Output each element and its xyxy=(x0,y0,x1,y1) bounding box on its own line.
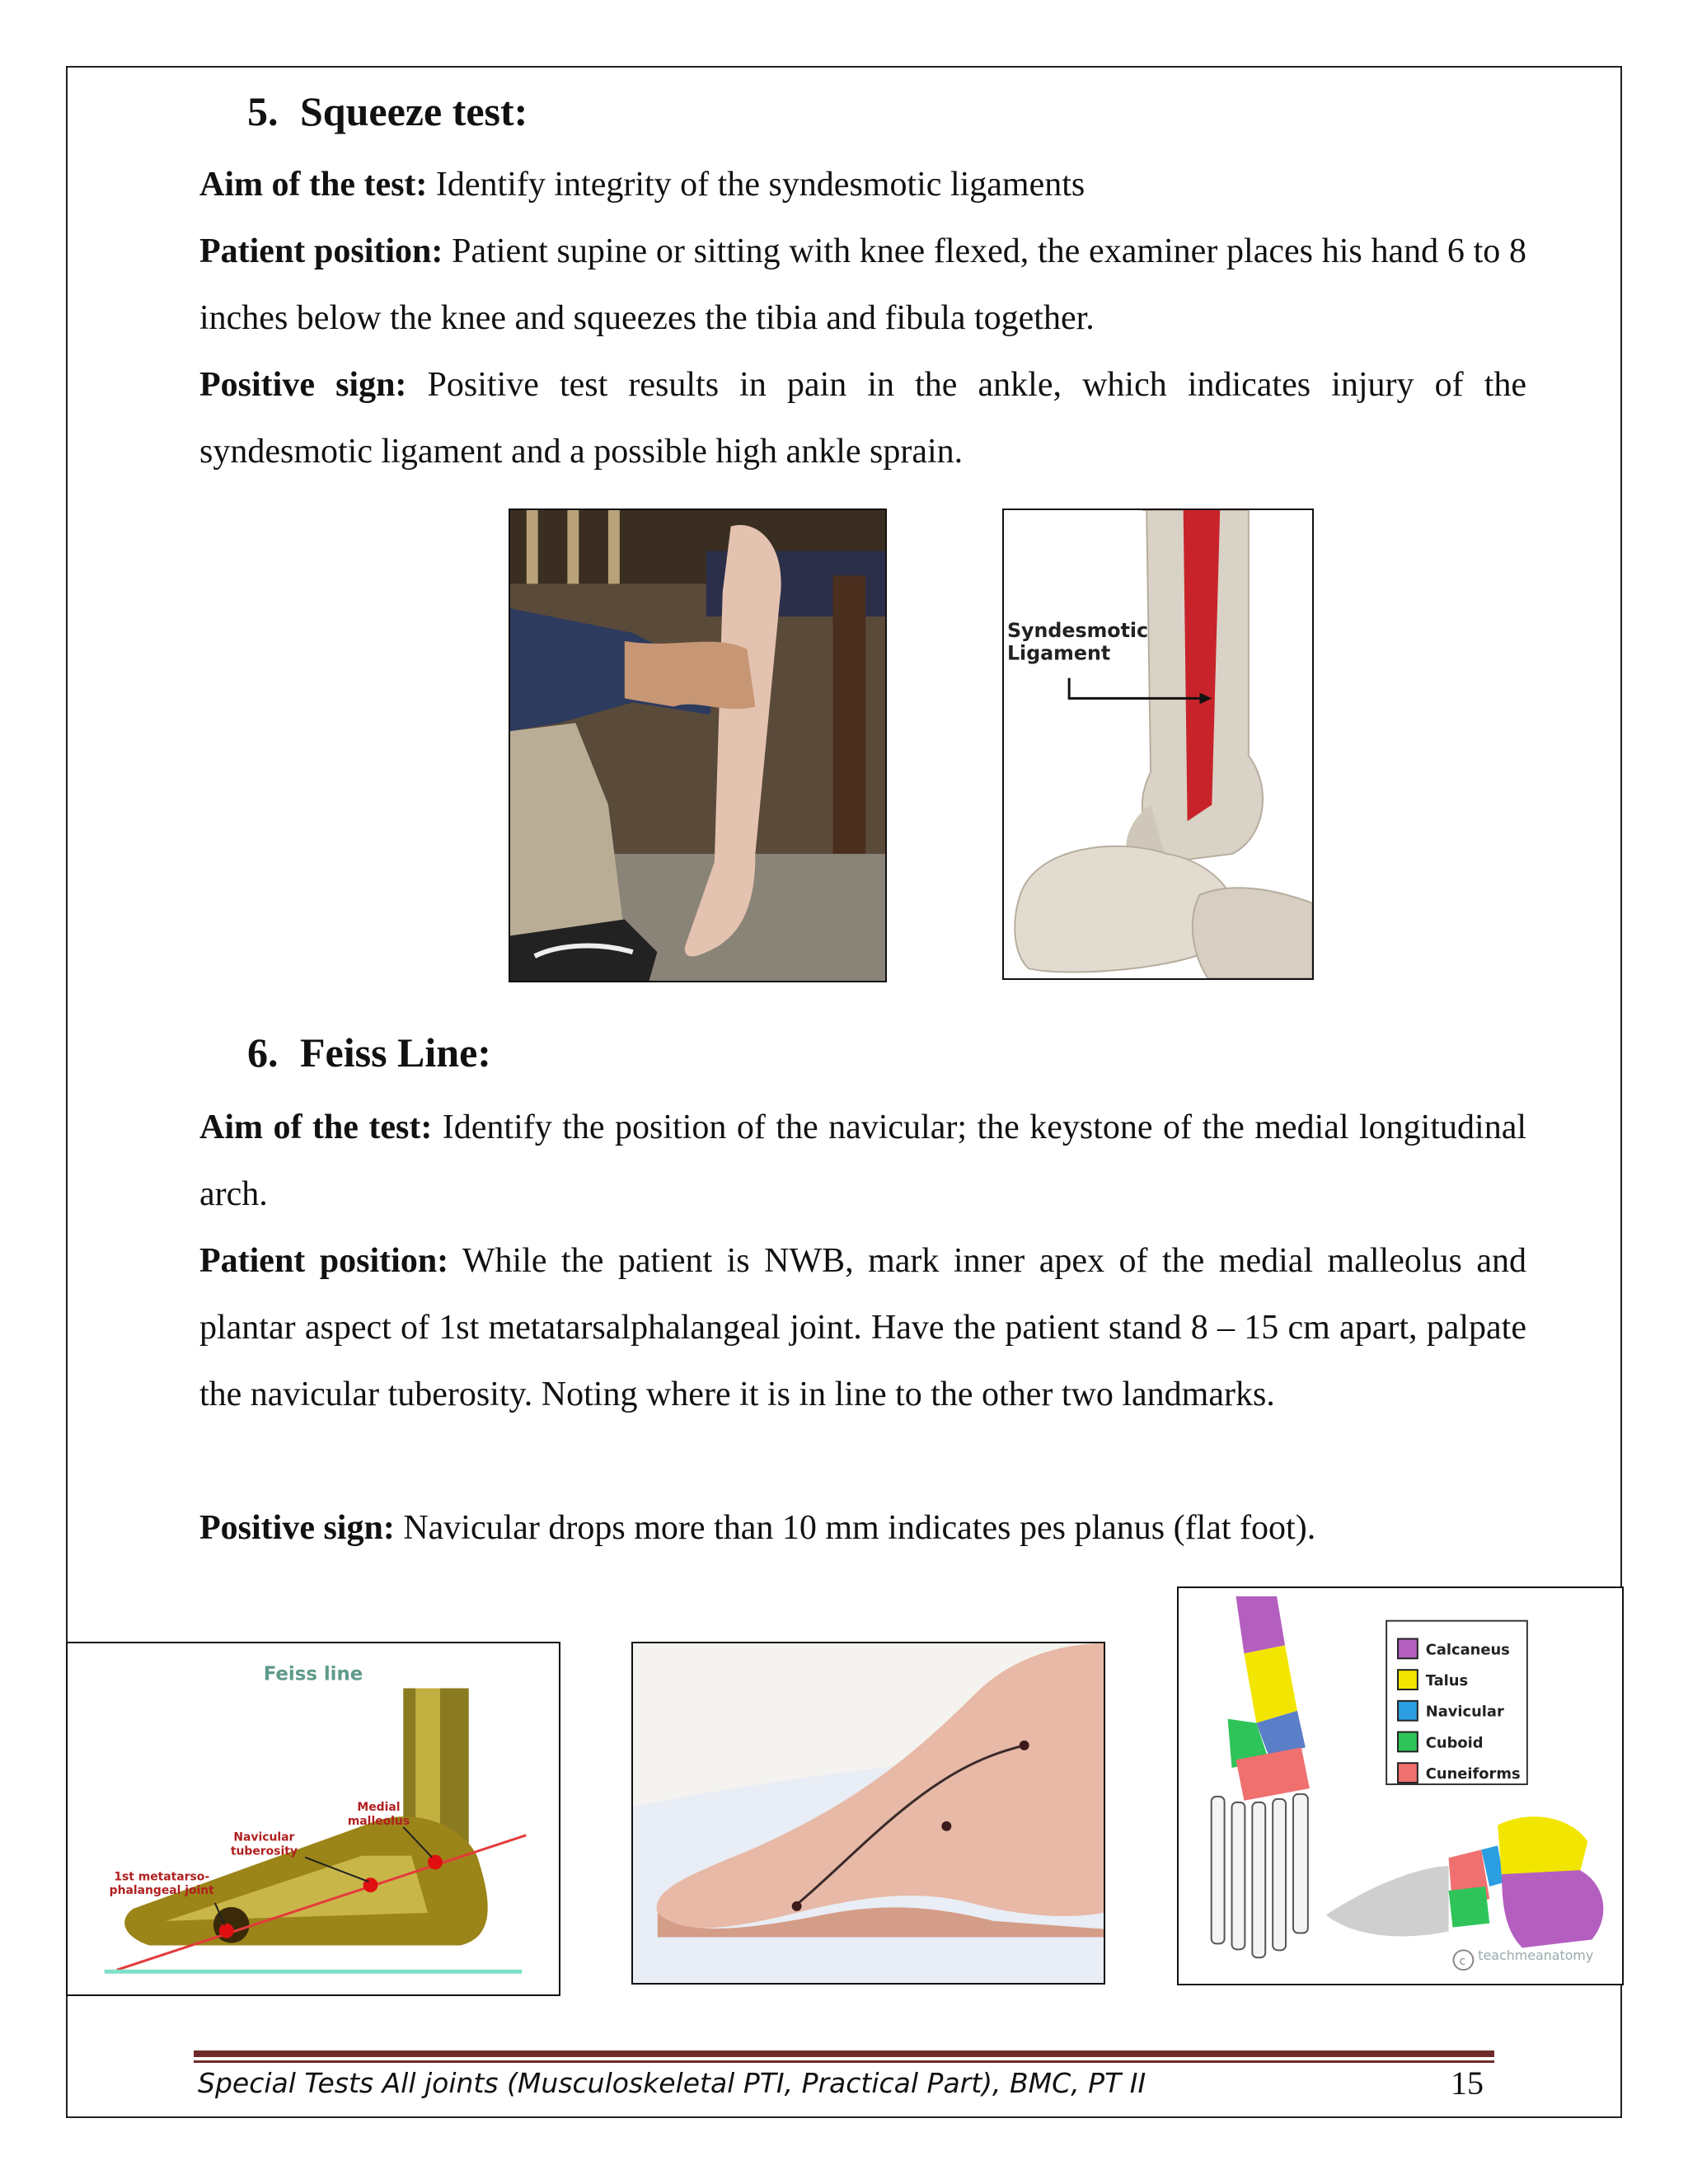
section-6-heading xyxy=(247,1029,491,1076)
legend-swatch xyxy=(1398,1638,1418,1658)
legend-label: Cuneiforms xyxy=(1425,1765,1521,1783)
positive-label: Positive sign: xyxy=(199,1509,395,1547)
position-label: Patient position: xyxy=(199,232,443,270)
position-text: While the patient is NWB, mark inner apex of the medial malleolus and plantar aspect of 1st metatarsalphalangeal joint. Have the patient stand 8 – 15 cm apart, palpate the navicular tuberosity. Noting where it is in line to the other two landmarks. xyxy=(199,1242,1527,1413)
legend-label: Navicular xyxy=(1425,1703,1504,1721)
legend-label: Talus xyxy=(1425,1672,1469,1690)
section-5-position xyxy=(199,218,1526,352)
footer-rule-thin xyxy=(194,2060,1494,2063)
svg-text:c: c xyxy=(1459,1955,1466,1969)
legend-swatch xyxy=(1398,1670,1418,1690)
aim-text: Identify the position of the navicular; the keystone of the medial longitudinal arch. xyxy=(199,1108,1527,1213)
aim-text: Identify integrity of the syndesmotic ligaments xyxy=(427,166,1085,204)
positive-text: Positive test results in pain in the ankle, which indicates injury of the syndesmotic ligament and a possible high ankle sprain. xyxy=(199,366,1527,471)
section-5-title: Squeeze test: xyxy=(300,88,528,134)
section-6-number: 6. xyxy=(247,1029,279,1076)
legend-swatch xyxy=(1398,1763,1418,1783)
aim-label: Aim of the test: xyxy=(199,1108,433,1146)
footer-rule-thick xyxy=(194,2050,1494,2057)
footer-text: Special Tests All joints (Musculoskeletal PTI, Practical Part), BMC, PT II xyxy=(198,2067,1146,2099)
feiss-figure-title: Feiss line xyxy=(263,1663,363,1685)
section-5-heading xyxy=(247,87,528,135)
section-6-title: Feiss Line: xyxy=(300,1029,491,1076)
navicular-label-2: tuberosity xyxy=(230,1844,298,1858)
legend-label: Cuboid xyxy=(1425,1734,1484,1752)
tarsal-bones-figure xyxy=(1177,1586,1624,1985)
ligament-label-line1: Syndesmotic xyxy=(1006,618,1149,642)
watermark: teachmeanatomy xyxy=(1478,1947,1594,1964)
positive-text: Navicular drops more than 10 mm indicates pes planus (flat foot). xyxy=(394,1509,1316,1547)
mtp-label-1: 1st metatarso- xyxy=(114,1870,210,1884)
legend-label: Calcaneus xyxy=(1425,1641,1510,1659)
medial-malleolus-label-1: Medial xyxy=(357,1801,401,1815)
feiss-line-xray-figure xyxy=(66,1642,560,1996)
squeeze-test-photo xyxy=(509,509,887,982)
section-6-position xyxy=(199,1228,1526,1428)
section-6-positive xyxy=(199,1495,1526,1562)
section-5-number: 5. xyxy=(247,88,279,134)
page-number: 15 xyxy=(1451,2064,1484,2102)
medial-malleolus-label-2: malleolus xyxy=(347,1814,410,1828)
position-text: Patient supine or sitting with knee flexed, the examiner places his hand 6 to 8 inches below the knee and squeezes the tibia and fibula together. xyxy=(199,232,1526,337)
legend-swatch xyxy=(1398,1701,1418,1721)
navicular-label-1: Navicular xyxy=(233,1830,295,1844)
aim-label: Aim of the test: xyxy=(199,166,428,204)
foot-marked-line-photo xyxy=(631,1642,1105,1985)
section-6-aim xyxy=(199,1094,1526,1228)
syndesmotic-ligament-figure xyxy=(1002,509,1314,980)
ligament-label-line2: Ligament xyxy=(1006,641,1111,665)
legend-swatch xyxy=(1398,1732,1418,1752)
mtp-label-2: phalangeal joint xyxy=(109,1884,214,1898)
positive-label: Positive sign: xyxy=(199,366,407,404)
section-5-aim xyxy=(199,152,1526,218)
position-label: Patient position: xyxy=(199,1242,449,1280)
section-5-positive xyxy=(199,352,1526,485)
